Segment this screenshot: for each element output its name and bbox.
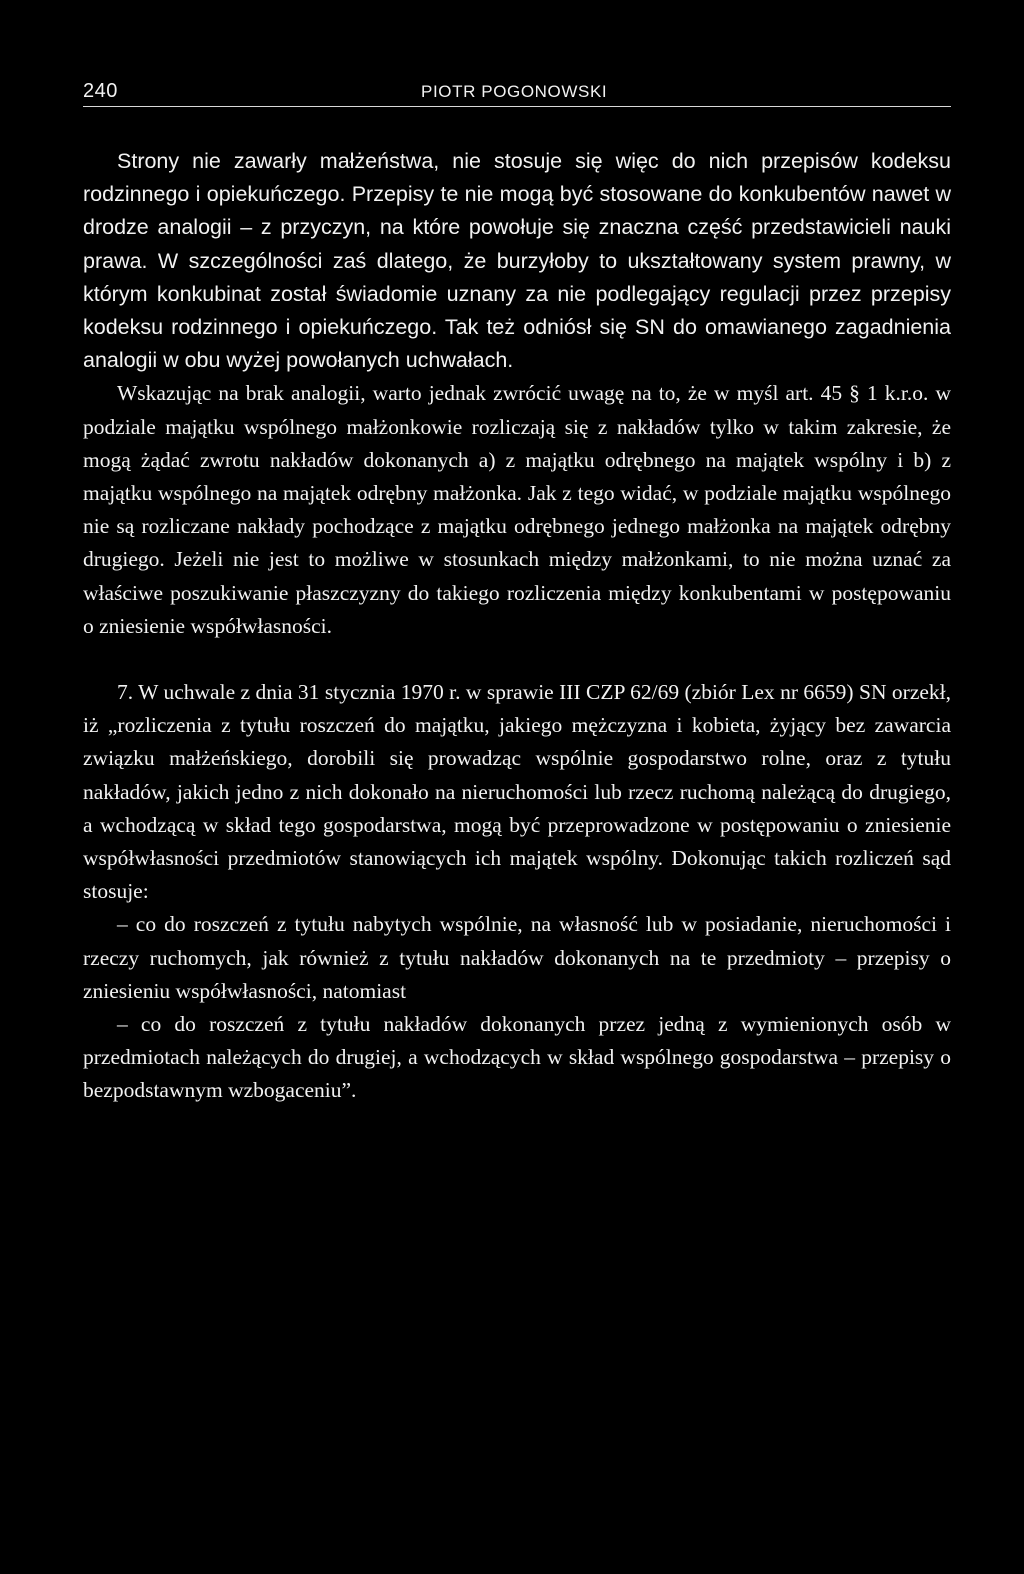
body-text — [83, 145, 951, 1108]
paragraph: Strony nie zawarły małżeństwa, nie stosuje się więc do nich przepisów kodeksu rodzinnego i opiekuńczego. Przepisy te nie mogą być stosowane do konkubentów nawet w drodze analogii – z przyczyn, na które powołuje się znaczna część przedstawicieli nauki prawa. W szczególności zaś dlatego, że burzyłoby to ukształtowany system prawny, w którym konkubinat został świadomie uznany za nie podlegający regulacji przez przepisy kodeksu rodzinnego i opiekuńczego. Tak też odniósł się SN do omawianego zagadnienia analogii w obu wyżej powołanych uchwałach. — [83, 149, 951, 373]
page-number: 240 — [83, 80, 118, 102]
running-header — [83, 70, 951, 107]
paragraph: – co do roszczeń z tytułu nabytych wspólnie, na własność lub w posiadanie, nieruchomości i rzeczy ruchomych, jak również z tytułu nakładów dokonanych na te przedmioty – przepisy o zniesieniu współwłasności, natomiast — [83, 912, 951, 1003]
running-title: PIOTR POGONOWSKI — [421, 82, 608, 101]
paragraph: 7. W uchwale z dnia 31 stycznia 1970 r. w sprawie III CZP 62/69 (zbiór Lex nr 6659) SN orzekł, iż „rozliczenia z tytułu roszczeń do majątku, jakiego mężczyzna i kobieta, żyjący bez zawarcia związku małżeńskiego, dorobili się prowadząc wspólnie gospodarstwo rolne, oraz z tytułu nakładów, jakich jedno z nich dokonało na nieruchomości lub rzecz ruchomą należącą do drugiego, a wchodzącą w skład tego gospodarstwa, mogą być przeprowadzone w postępowaniu o zniesienie współwłasności przedmiotów stanowiących ich majątek wspólny. Dokonując takich rozliczeń sąd stosuje: — [83, 680, 951, 904]
document-page — [83, 70, 951, 1108]
paragraph: Wskazując na brak analogii, warto jednak zwrócić uwagę na to, że w myśl art. 45 § 1 k.r.o. w podziale majątku wspólnego małżonkowie rozliczają się z nakładów tylko w takim zakresie, że mogą żądać zwrotu nakładów dokonanych a) z majątku odrębnego na majątek wspólny i b) z majątku wspólnego na majątek odrębny małżonka. Jak z tego widać, w podziale majątku wspólnego nie są rozliczane nakłady pochodzące z majątku odrębnego jednego małżonka na majątek odrębny drugiego. Jeżeli nie jest to możliwe w stosunkach między małżonkami, to nie można uznać za właściwe poszukiwanie płaszczyzny do takiego rozliczenia między konkubentami w postępowaniu o zniesienie współwłasności. — [83, 381, 951, 638]
paragraph: – co do roszczeń z tytułu nakładów dokonanych przez jedną z wymienionych osób w przedmiotach należących do drugiej, a wchodzących w skład wspólnego gospodarstwa – przepisy o bezpodstawnym wzbogaceniu”. — [83, 1012, 951, 1103]
